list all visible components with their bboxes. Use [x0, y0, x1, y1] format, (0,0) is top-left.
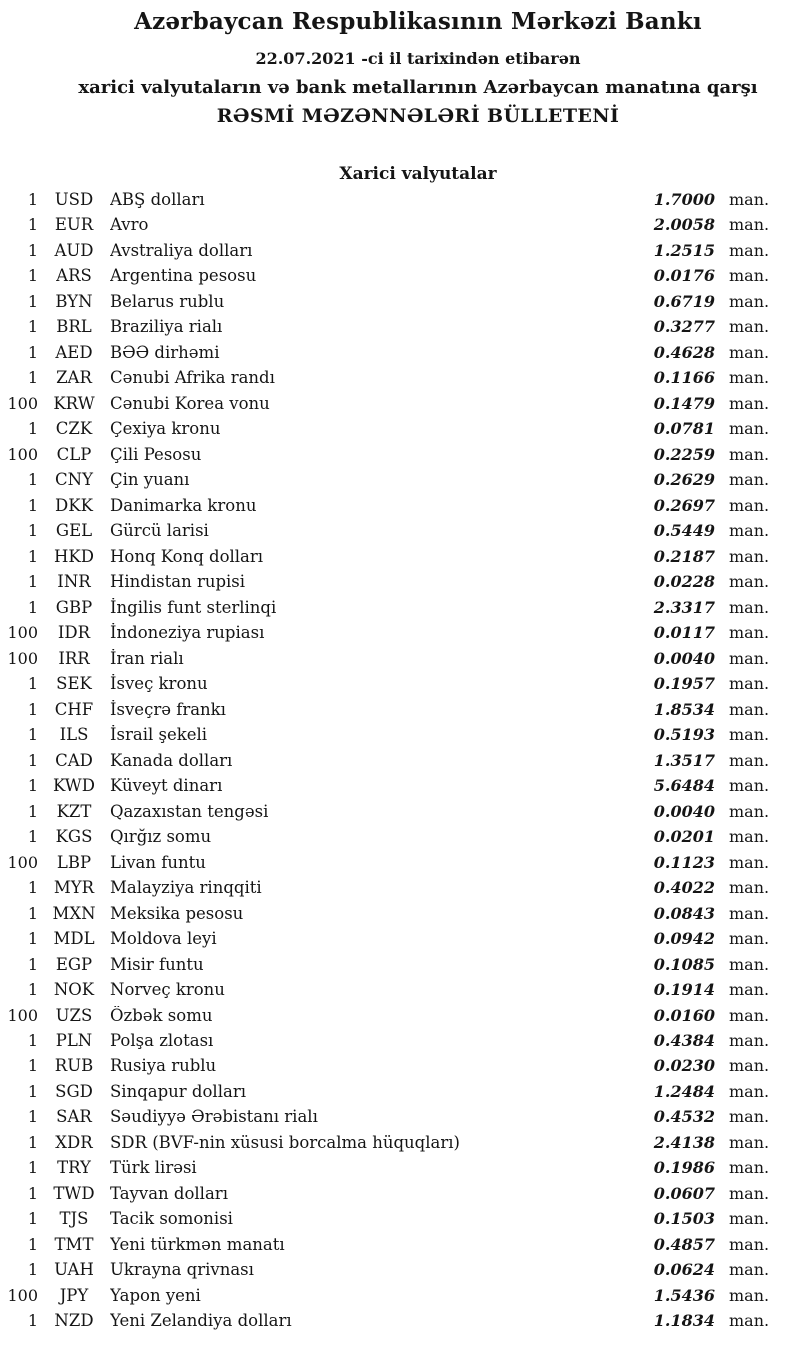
- currency-rate: 0.1914: [653, 980, 715, 1000]
- currency-code: DKK: [55, 495, 93, 515]
- rate-row: [0, 292, 775, 317]
- rate-row: [0, 496, 775, 521]
- currency-unit: man.: [729, 597, 770, 617]
- currency-name: Səudiyyə Ərəbistanı rialı: [110, 1107, 318, 1127]
- currency-rate: 0.0230: [653, 1056, 715, 1076]
- currency-rate: 0.1986: [653, 1158, 715, 1178]
- currency-rate: 0.2259: [653, 444, 715, 464]
- currency-quantity: 1: [27, 1081, 38, 1101]
- currency-rate: 1.5436: [653, 1285, 715, 1305]
- currency-quantity: 1: [27, 266, 38, 286]
- currency-name: İsveçrə frankı: [110, 699, 226, 719]
- currency-code: CZK: [55, 419, 93, 439]
- currency-code: GEL: [55, 521, 93, 541]
- currency-rate: 0.4384: [653, 1030, 715, 1050]
- currency-name: İngilis funt sterlinqi: [110, 597, 277, 617]
- currency-unit: man.: [729, 1260, 770, 1280]
- currency-quantity: 1: [27, 317, 38, 337]
- rate-row: [0, 445, 775, 470]
- currency-unit: man.: [729, 1030, 770, 1050]
- currency-unit: man.: [729, 470, 770, 490]
- currency-code: AUD: [54, 240, 94, 260]
- bank-title: Azərbaycan Respublikasının Mərkəzi Bankı: [134, 8, 702, 35]
- currency-rate: 0.1123: [653, 852, 715, 872]
- currency-quantity: 1: [27, 470, 38, 490]
- currency-code: TMT: [54, 1234, 94, 1254]
- bulletin-title: RƏSMİ MƏZƏNNƏLƏRİ BÜLLETENİ: [216, 105, 620, 127]
- rate-row: [0, 776, 775, 801]
- rate-row: [0, 190, 775, 215]
- rate-row: [0, 955, 775, 980]
- currency-quantity: 1: [27, 342, 38, 362]
- currency-name: İsveç kronu: [110, 674, 208, 694]
- currency-name: BƏƏ dirhəmi: [110, 342, 220, 362]
- currency-unit: man.: [729, 1081, 770, 1101]
- currency-code: TRY: [57, 1158, 91, 1178]
- currency-name: Çin yuanı: [110, 470, 190, 490]
- currency-quantity: 100: [7, 648, 38, 668]
- rate-row: [0, 1158, 775, 1183]
- rate-row: [0, 674, 775, 699]
- currency-name: Malayziya rinqqiti: [110, 878, 262, 898]
- currency-code: CHF: [54, 699, 94, 719]
- rate-row: [0, 521, 775, 546]
- currency-unit: man.: [729, 266, 770, 286]
- rate-row: [0, 547, 775, 572]
- currency-unit: man.: [729, 903, 770, 923]
- currency-name: Türk lirəsi: [110, 1158, 197, 1178]
- rate-row: [0, 1082, 775, 1107]
- rate-row: [0, 343, 775, 368]
- currency-unit: man.: [729, 648, 770, 668]
- currency-quantity: 1: [27, 980, 38, 1000]
- currency-name: İndoneziya rupiası: [110, 623, 265, 643]
- currency-name: Livan funtu: [110, 852, 206, 872]
- currency-rate: 0.5193: [653, 725, 715, 745]
- currency-quantity: 1: [27, 903, 38, 923]
- currency-quantity: 1: [27, 750, 38, 770]
- currency-unit: man.: [729, 521, 770, 541]
- currency-quantity: 1: [27, 1260, 38, 1280]
- rate-row: [0, 419, 775, 444]
- currency-unit: man.: [729, 1234, 770, 1254]
- currency-unit: man.: [729, 852, 770, 872]
- rate-row: [0, 1311, 775, 1336]
- currency-rate: 0.0201: [653, 827, 715, 847]
- currency-unit: man.: [729, 929, 770, 949]
- currency-quantity: 1: [27, 1311, 38, 1331]
- currency-name: Qırğız somu: [110, 827, 212, 847]
- currency-rate: 5.6484: [653, 776, 715, 796]
- currency-code: RUB: [54, 1056, 94, 1076]
- rate-row: [0, 572, 775, 597]
- currency-unit: man.: [729, 1209, 770, 1229]
- rate-row: [0, 1286, 775, 1311]
- currency-name: Hindistan rupisi: [110, 572, 246, 592]
- currency-quantity: 1: [27, 419, 38, 439]
- currency-rate: 0.1957: [653, 674, 715, 694]
- currency-unit: man.: [729, 393, 770, 413]
- currency-unit: man.: [729, 572, 770, 592]
- currency-unit: man.: [729, 1285, 770, 1305]
- currency-quantity: 100: [7, 393, 38, 413]
- currency-unit: man.: [729, 546, 770, 566]
- currency-quantity: 1: [27, 699, 38, 719]
- rate-row: [0, 929, 775, 954]
- currency-code: SAR: [56, 1107, 92, 1127]
- currency-quantity: 1: [27, 190, 38, 209]
- currency-code: TWD: [53, 1183, 95, 1203]
- currency-rate: 0.1166: [653, 368, 715, 388]
- currency-rate: 2.4138: [653, 1132, 715, 1152]
- currency-quantity: 1: [27, 291, 38, 311]
- currency-unit: man.: [729, 419, 770, 439]
- currency-name: Özbək somu: [110, 1005, 213, 1025]
- currency-code: EUR: [54, 215, 94, 235]
- currency-rate: 0.4857: [653, 1234, 715, 1254]
- currency-code: BYN: [55, 291, 93, 311]
- currency-rate: 0.0160: [653, 1005, 715, 1025]
- currency-quantity: 100: [7, 852, 38, 872]
- currency-unit: man.: [729, 1158, 770, 1178]
- currency-code: ARS: [56, 266, 92, 286]
- currency-quantity: 1: [27, 725, 38, 745]
- effective-date-line: 22.07.2021 -ci il tarixindən etibarən: [255, 49, 581, 68]
- currency-code: KGS: [55, 827, 93, 847]
- currency-rate: 0.4532: [653, 1107, 715, 1127]
- currency-name: Meksika pesosu: [110, 903, 244, 923]
- currency-unit: man.: [729, 674, 770, 694]
- currency-rate: 0.0843: [653, 903, 715, 923]
- currency-name: SDR (BVF-nin xüsusi borcalma hüquqları): [110, 1132, 460, 1152]
- currency-code: UAH: [54, 1260, 94, 1280]
- currency-quantity: 1: [27, 878, 38, 898]
- currency-code: TJS: [59, 1209, 89, 1229]
- currency-unit: man.: [729, 1005, 770, 1025]
- currency-quantity: 1: [27, 495, 38, 515]
- rate-row: [0, 649, 775, 674]
- rate-row: [0, 980, 775, 1005]
- currency-unit: man.: [729, 980, 770, 1000]
- currency-name: Yeni Zelandiya dolları: [110, 1311, 292, 1331]
- currency-rate: 0.4022: [653, 878, 715, 898]
- currency-code: ZAR: [56, 368, 92, 388]
- currency-quantity: 1: [27, 546, 38, 566]
- currency-name: Tayvan dolları: [110, 1183, 228, 1203]
- currency-quantity: 1: [27, 1030, 38, 1050]
- currency-quantity: 1: [27, 776, 38, 796]
- currency-quantity: 1: [27, 521, 38, 541]
- rate-row: [0, 904, 775, 929]
- currency-unit: man.: [729, 1183, 770, 1203]
- currency-name: Braziliya rialı: [110, 317, 223, 337]
- currency-code: MXN: [52, 903, 96, 923]
- currency-code: CAD: [55, 750, 93, 770]
- currency-quantity: 1: [27, 1132, 38, 1152]
- currency-code: XDR: [55, 1132, 93, 1152]
- currency-name: Avro: [110, 215, 149, 235]
- currency-rate: 0.5449: [653, 521, 715, 541]
- currency-quantity: 1: [27, 1158, 38, 1178]
- currency-unit: man.: [729, 368, 770, 388]
- currency-rate: 0.1479: [653, 393, 715, 413]
- rate-row: [0, 1209, 775, 1234]
- currency-name: Kanada dolları: [110, 750, 233, 770]
- currency-rate: 0.0228: [653, 572, 715, 592]
- currency-rate: 0.0040: [653, 801, 715, 821]
- currency-unit: man.: [729, 1311, 770, 1331]
- currency-code: INR: [57, 572, 91, 592]
- currency-rate: 1.2484: [653, 1081, 715, 1101]
- rate-row: [0, 878, 775, 903]
- currency-unit: man.: [729, 495, 770, 515]
- rate-row: [0, 470, 775, 495]
- currency-quantity: 100: [7, 444, 38, 464]
- currency-name: Cənubi Afrika randı: [110, 368, 275, 388]
- rate-row: [0, 598, 775, 623]
- currency-code: CLP: [56, 444, 92, 464]
- currency-rate: 2.3317: [653, 597, 715, 617]
- currency-code: NOK: [53, 980, 95, 1000]
- currency-quantity: 1: [27, 215, 38, 235]
- currency-name: Rusiya rublu: [110, 1056, 217, 1076]
- currency-code: AED: [55, 342, 93, 362]
- currency-name: Moldova leyi: [110, 929, 217, 949]
- currency-name: Tacik somonisi: [110, 1209, 233, 1229]
- currency-code: USD: [54, 190, 94, 209]
- currency-name: Misir funtu: [110, 954, 204, 974]
- currency-quantity: 1: [27, 1209, 38, 1229]
- rate-row: [0, 317, 775, 342]
- currency-code: GBP: [55, 597, 93, 617]
- currency-name: Qazaxıstan tengəsi: [110, 801, 269, 821]
- currency-unit: man.: [729, 827, 770, 847]
- currency-quantity: 1: [27, 368, 38, 388]
- rate-row: [0, 215, 775, 240]
- rate-row: [0, 827, 775, 852]
- currency-code: LBP: [56, 852, 92, 872]
- currency-rate: 0.2697: [653, 495, 715, 515]
- rate-row: [0, 1184, 775, 1209]
- currency-name: Norveç kronu: [110, 980, 225, 1000]
- rate-row: [0, 853, 775, 878]
- currency-code: KZT: [56, 801, 92, 821]
- rate-row: [0, 751, 775, 776]
- currency-unit: man.: [729, 1056, 770, 1076]
- currency-unit: man.: [729, 342, 770, 362]
- rate-row: [0, 700, 775, 725]
- currency-quantity: 1: [27, 827, 38, 847]
- currency-name: Argentina pesosu: [110, 266, 257, 286]
- currency-code: UZS: [55, 1005, 93, 1025]
- currency-name: Çili Pesosu: [110, 444, 202, 464]
- currency-code: ILS: [59, 725, 89, 745]
- currency-unit: man.: [729, 291, 770, 311]
- currency-quantity: 1: [27, 929, 38, 949]
- section-title-foreign-currencies: Xarici valyutalar: [339, 164, 497, 184]
- currency-unit: man.: [729, 750, 770, 770]
- currency-rate: 1.8534: [653, 699, 715, 719]
- currency-rate: 0.2629: [653, 470, 715, 490]
- currency-name: Ukrayna qrivnası: [110, 1260, 254, 1280]
- currency-rate: 0.0117: [653, 623, 715, 643]
- currency-name: İsrail şekeli: [110, 725, 208, 745]
- rate-row: [0, 394, 775, 419]
- currency-quantity: 100: [7, 1285, 38, 1305]
- currency-rate: 1.7000: [653, 190, 715, 209]
- currency-rate: 2.0058: [653, 215, 715, 235]
- rates-table: [0, 190, 775, 1337]
- currency-rate: 0.0942: [653, 929, 715, 949]
- currency-code: SEK: [56, 674, 92, 694]
- currency-name: Çexiya kronu: [110, 419, 221, 439]
- currency-code: BRL: [56, 317, 92, 337]
- rate-row: [0, 1107, 775, 1132]
- currency-unit: man.: [729, 1107, 770, 1127]
- currency-code: KWD: [53, 776, 95, 796]
- currency-code: JPY: [59, 1285, 89, 1305]
- currency-quantity: 100: [7, 1005, 38, 1025]
- currency-code: KRW: [53, 393, 95, 413]
- document-header: [0, 0, 800, 127]
- currency-rate: 0.0624: [653, 1260, 715, 1280]
- rate-row: [0, 1031, 775, 1056]
- rate-row: [0, 802, 775, 827]
- currency-code: MDL: [53, 929, 95, 949]
- currency-quantity: 100: [7, 623, 38, 643]
- currency-unit: man.: [729, 699, 770, 719]
- currency-rate: 0.6719: [653, 291, 715, 311]
- currency-unit: man.: [729, 878, 770, 898]
- rate-row: [0, 368, 775, 393]
- currency-name: ABŞ dolları: [110, 190, 205, 209]
- currency-code: HKD: [54, 546, 94, 566]
- currency-name: Küveyt dinarı: [110, 776, 223, 796]
- currency-name: Danimarka kronu: [110, 495, 257, 515]
- rate-row: [0, 1133, 775, 1158]
- currency-rate: 1.2515: [653, 240, 715, 260]
- subject-line: xarici valyutaların və bank metallarının Azərbaycan manatına qarşı: [78, 77, 758, 98]
- currency-rate: 0.0040: [653, 648, 715, 668]
- currency-name: Yeni türkmən manatı: [110, 1234, 285, 1254]
- currency-unit: man.: [729, 190, 770, 209]
- rate-row: [0, 1260, 775, 1285]
- rate-row: [0, 266, 775, 291]
- currency-code: EGP: [55, 954, 93, 974]
- currency-rate: 1.1834: [653, 1311, 715, 1331]
- currency-code: SGD: [55, 1081, 93, 1101]
- currency-code: CNY: [55, 470, 93, 490]
- currency-unit: man.: [729, 725, 770, 745]
- currency-unit: man.: [729, 623, 770, 643]
- rate-row: [0, 725, 775, 750]
- currency-code: MYR: [53, 878, 95, 898]
- currency-quantity: 1: [27, 597, 38, 617]
- currency-name: Belarus rublu: [110, 291, 225, 311]
- rate-row: [0, 1056, 775, 1081]
- rate-row: [0, 1006, 775, 1031]
- currency-name: Yapon yeni: [110, 1285, 201, 1305]
- currency-rate: 0.0176: [653, 266, 715, 286]
- currency-name: İran rialı: [110, 648, 184, 668]
- currency-unit: man.: [729, 776, 770, 796]
- currency-rate: 1.3517: [653, 750, 715, 770]
- currency-unit: man.: [729, 954, 770, 974]
- currency-quantity: 1: [27, 801, 38, 821]
- currency-quantity: 1: [27, 1183, 38, 1203]
- rate-row: [0, 1235, 775, 1260]
- currency-quantity: 1: [27, 954, 38, 974]
- rate-row: [0, 241, 775, 266]
- currency-rate: 0.1085: [653, 954, 715, 974]
- currency-unit: man.: [729, 801, 770, 821]
- currency-name: Avstraliya dolları: [110, 240, 253, 260]
- currency-code: PLN: [55, 1030, 93, 1050]
- currency-rate: 0.0607: [653, 1183, 715, 1203]
- currency-code: IRR: [58, 648, 90, 668]
- currency-rate: 0.3277: [653, 317, 715, 337]
- currency-name: Gürcü larisi: [110, 521, 209, 541]
- currency-quantity: 1: [27, 1234, 38, 1254]
- currency-name: Polşa zlotası: [110, 1030, 214, 1050]
- currency-quantity: 1: [27, 572, 38, 592]
- currency-rate: 0.2187: [653, 546, 715, 566]
- rate-row: [0, 623, 775, 648]
- currency-quantity: 1: [27, 1107, 38, 1127]
- currency-quantity: 1: [27, 1056, 38, 1076]
- currency-code: IDR: [57, 623, 91, 643]
- currency-quantity: 1: [27, 674, 38, 694]
- currency-rate: 0.1503: [653, 1209, 715, 1229]
- currency-name: Cənubi Korea vonu: [110, 393, 270, 413]
- currency-rate: 0.0781: [653, 419, 715, 439]
- currency-name: Honq Konq dolları: [110, 546, 264, 566]
- currency-unit: man.: [729, 1132, 770, 1152]
- currency-code: NZD: [54, 1311, 94, 1331]
- currency-quantity: 1: [27, 240, 38, 260]
- currency-unit: man.: [729, 215, 770, 235]
- currency-unit: man.: [729, 240, 770, 260]
- currency-name: Sinqapur dolları: [110, 1081, 246, 1101]
- currency-unit: man.: [729, 444, 770, 464]
- currency-rate: 0.4628: [653, 342, 715, 362]
- currency-unit: man.: [729, 317, 770, 337]
